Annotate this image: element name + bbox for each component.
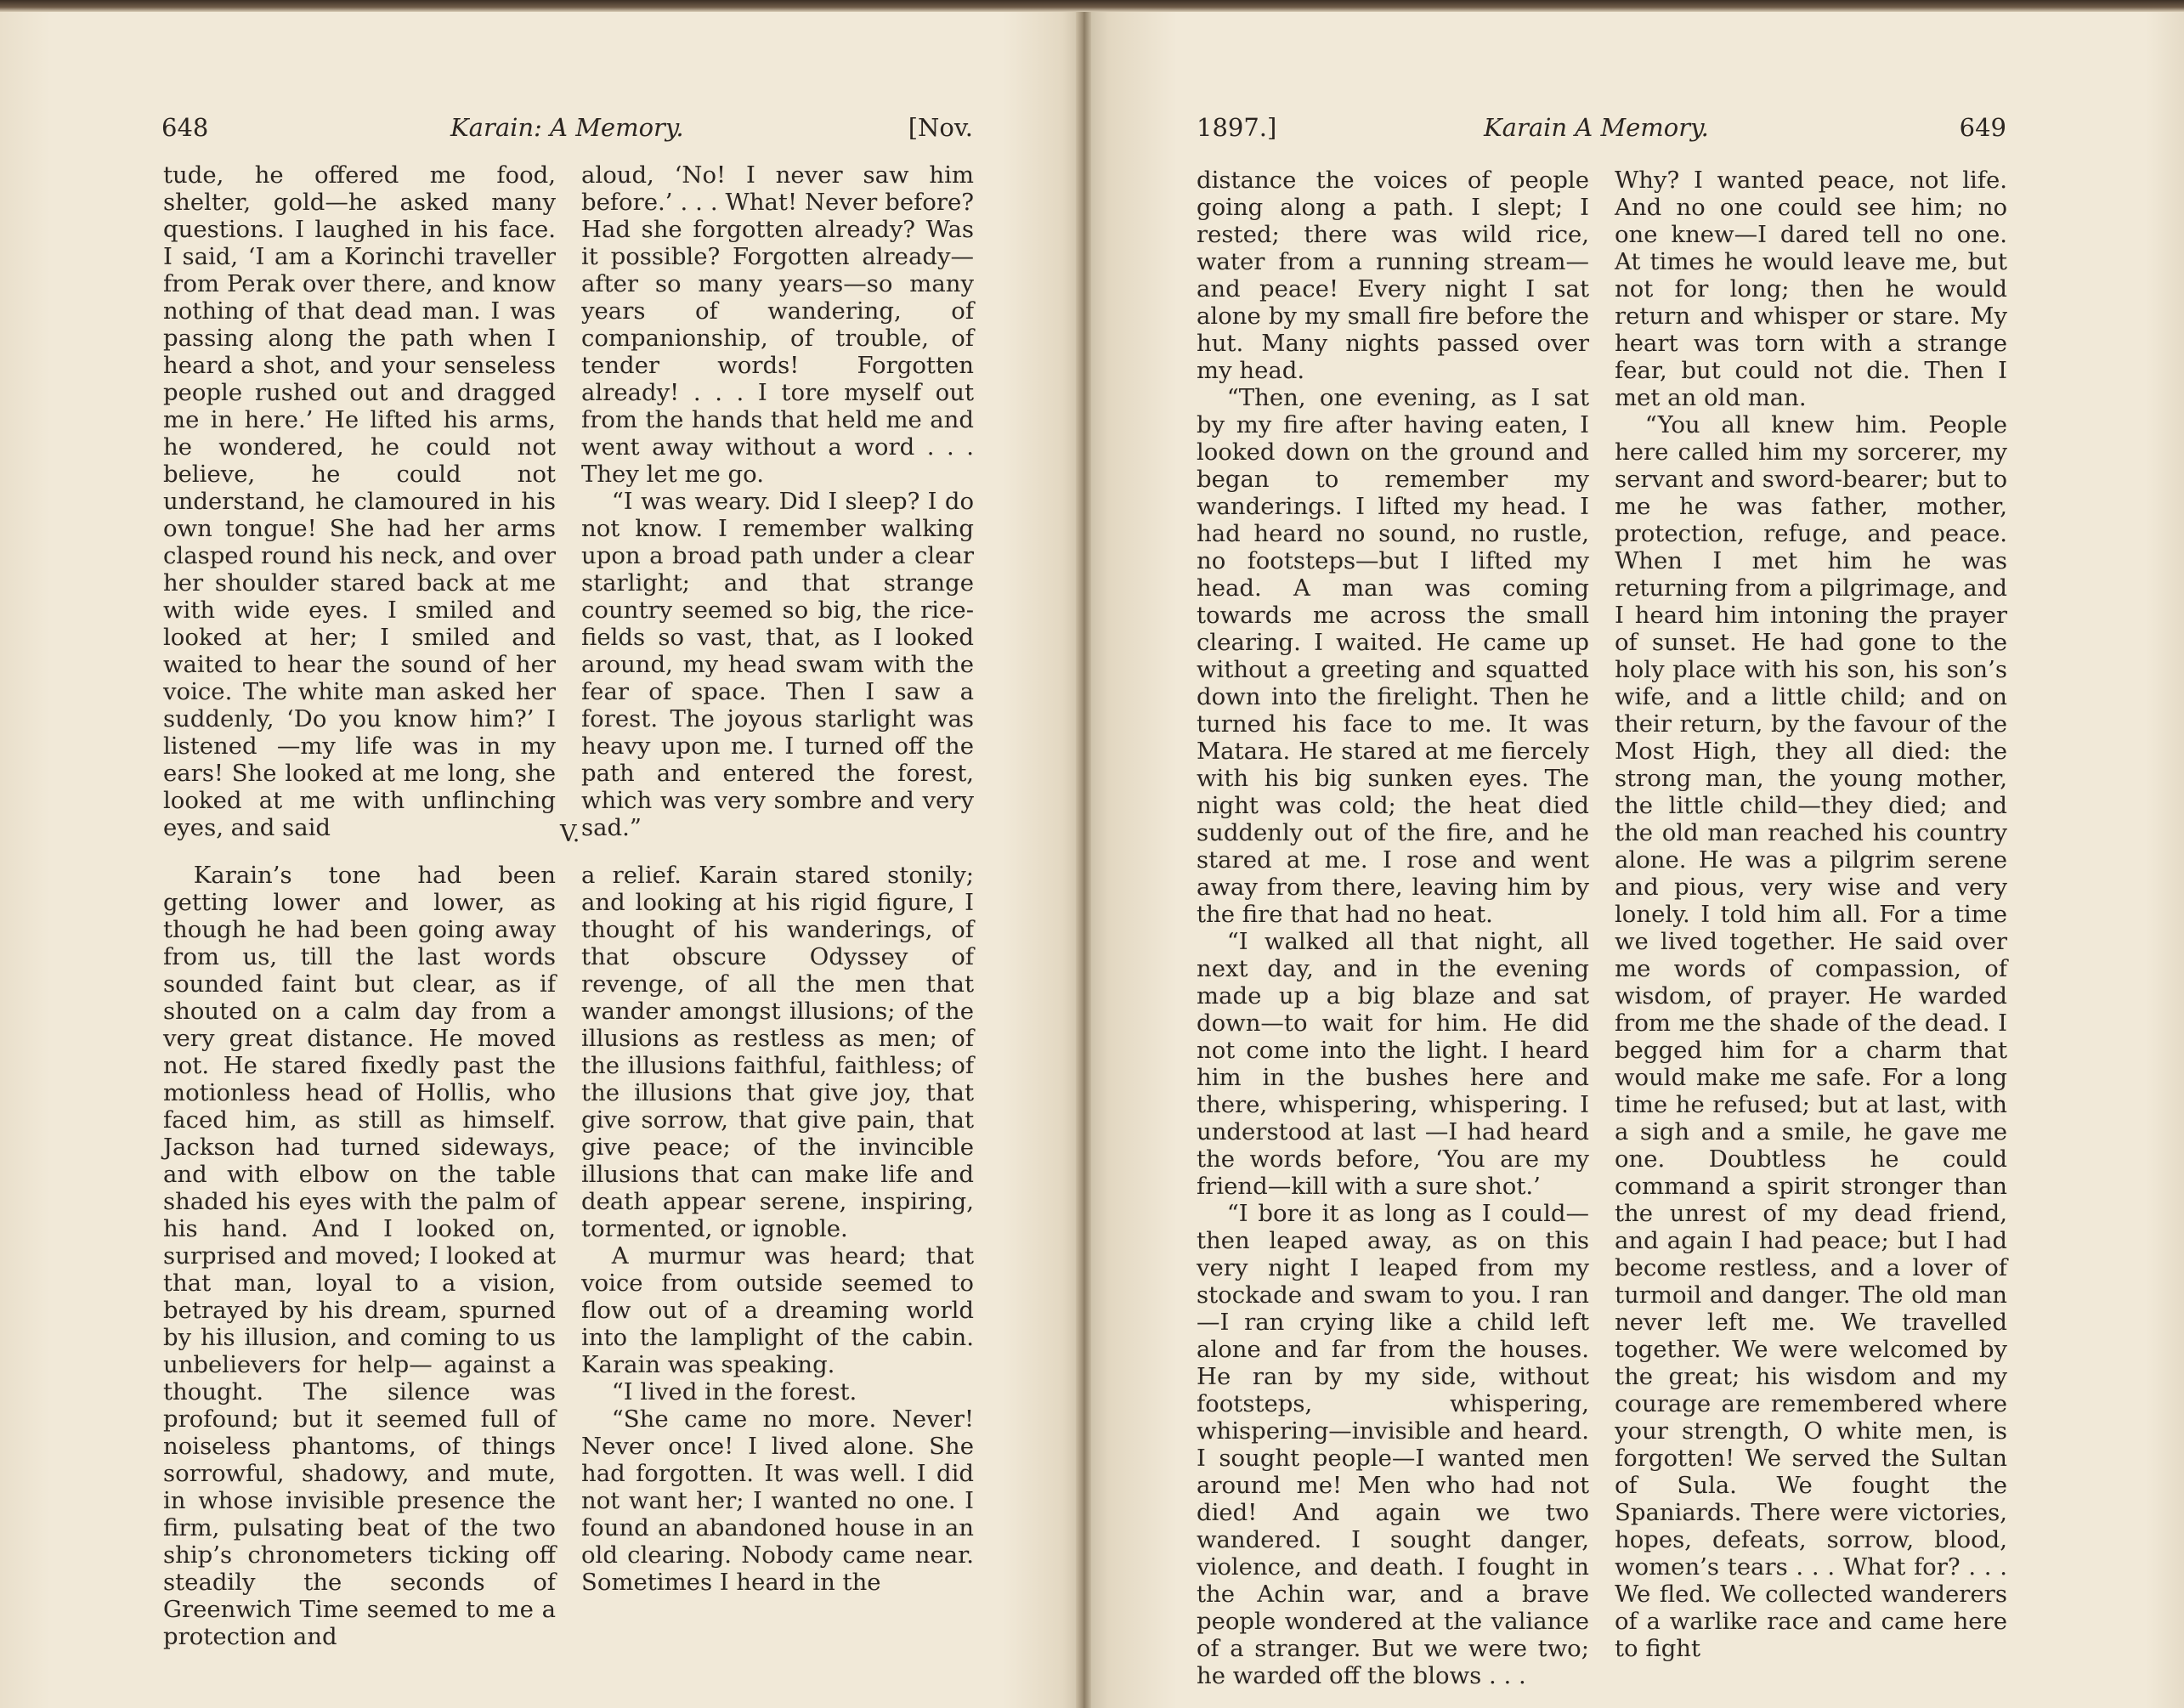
right-running-head [1197,109,2006,146]
paragraph: aloud, ‘No! I never saw him before.’ . . . What! Never before? Had she forgotten already? Was it possible? Forgotten already— after so many years—so many years of wandering, of companionship, of trouble, of tender words! Forgotten already! . . . I tore myself out from the hands that held me and went away without a word . . . They let me go. [581,161,974,488]
book-gutter [1076,0,1091,1708]
left-col-a-top [163,161,556,841]
paragraph: “She came no more. Never! Never once! I lived alone. She had forgotten. It was well. I did not want her; I wanted no one. I found an abandoned house in an old clearing. Nobody came near. Sometimes I heard in the [581,1405,974,1596]
left-col-a-bottom [163,862,556,1650]
right-col-b [1615,167,2007,1662]
paragraph: tude, he offered me food, shelter, gold—he asked many questions. I laughed in his face. I said, ‘I am a Korinchi traveller from Perak over there, and know nothing of that dead man. I was passing along the path when I heard a shot, and your senseless people rushed out and dragged me in here.’ He lifted his arms, he wondered, he could not believe, he could not understand, he clamoured in his own tongue! She had her arms clasped round his neck, and over her shoulder stared back at me with wide eyes. I smiled and looked at her; I smiled and waited to hear the sound of her voice. The white man asked her suddenly, ‘Do you know him?’ I listened —my life was in my ears! She looked at me long, she looked at me with unflinching eyes, and said [163,161,556,841]
left-running-title: Karain: A Memory. [450,113,684,142]
left-running-month: [Nov. [908,113,973,142]
page-top-edge [0,0,2184,12]
paragraph: “I bore it as long as I could— then leaped away, as on this very night I leaped from my stockade and swam to you. I ran—I ran crying like a child left alone and far from the houses. He ran by my side, without footsteps, whispering, whispering—invisible and heard. I sought people—I wanted men around me! Men who had not died! And again we two wandered. I sought danger, violence, and death. I fought in the Achin war, and a brave people wondered at the valiance of a stranger. But we were two; he warded off the blows . . . [1197,1200,1589,1689]
left-page-number: 648 [161,113,209,142]
paragraph: Karain’s tone had been getting lower and lower, as though he had been going away from us, till the last words sounded faint but clear, as if shouted on a calm day from a very great distance. He moved not. He stared fixedly past the motionless head of Hollis, who faced him, as still as himself. Jackson had turned sideways, and with elbow on the table shaded his eyes with the palm of his hand. And I looked on, surprised and moved; I looked at that man, loyal to a vision, betrayed by his dream, spurned by his illusion, and coming to us unbelievers for help— against a thought. The silence was profound; but it seemed full of noiseless phantoms, of things sorrowful, shadowy, and mute, in whose invisible presence the firm, pulsating beat of the two ship’s chronometers ticking off steadily the seconds of Greenwich Time seemed to me a protection and [163,862,556,1650]
paragraph: “I lived in the forest. [611,1378,857,1405]
section-number: V. [560,821,580,847]
paragraph: a relief. Karain stared stonily; and looking at his rigid figure, I thought of his wanderings, of that obscure Odyssey of revenge, of all the men that wander amongst illusions; of the illusions as restless as men; of the illusions faithful, faithless; of the illusions that give joy, that give sorrow, that give pain, that give peace; of the invincible illusions that can make life and death appear serene, inspiring, tormented, or ignoble. [581,862,974,1242]
paragraph: “Then, one evening, as I sat by my fire after having eaten, I looked down on the ground and began to remember my wanderings. I lifted my head. I had heard no sound, no rustle, no footsteps—but I lifted my head. A man was coming towards me across the small clearing. I waited. He came up without a greeting and squatted down into the firelight. Then he turned his face to me. It was Matara. He stared at me fiercely with his big sunken eyes. The night was cold; the heat died suddenly out of the fire, and he stared at me. I rose and went away from there, leaving him by the fire that had no heat. [1197,384,1589,928]
right-running-title: Karain A Memory. [1484,113,1709,142]
left-running-head [161,109,973,146]
right-col-a [1197,167,1589,1689]
left-col-b-bottom [581,862,974,1596]
right-running-year: 1897.] [1197,113,1277,142]
paragraph: distance the voices of people going along a path. I slept; I rested; there was wild rice, water from a running stream—and peace! Every night I sat alone by my small fire before the hut. Many nights passed over my head. [1197,167,1589,384]
left-col-b-top [581,161,974,841]
right-page-number: 649 [1959,113,2006,142]
paragraph: “I walked all that night, all next day, and in the evening made up a big blaze and sat down—to wait for him. He did not come into the light. I heard him in the bushes here and there, whispering, whispering. I understood at last —I had heard the words before, ‘You are my friend—kill with a sure shot.’ [1197,928,1589,1200]
paragraph: Why? I wanted peace, not life. And no one could see him; no one knew—I dared tell no one. At times he would leave me, but not for long; then he would return and whisper or stare. My heart was torn with a strange fear, but could not die. Then I met an old man. [1615,167,2007,411]
paragraph: A murmur was heard; that voice from outside seemed to flow out of a dreaming world into the lamplight of the cabin. Karain was speaking. [581,1242,974,1378]
paragraph: “I was weary. Did I sleep? I do not know. I remember walking upon a broad path under a clear starlight; and that strange country seemed so big, the rice-fields so vast, that, as I looked around, my head swam with the fear of space. Then I saw a forest. The joyous starlight was heavy upon me. I turned off the path and entered the forest, which was very sombre and very sad.” [581,488,974,841]
paragraph: “You all knew him. People here called him my sorcerer, my servant and sword-bearer; but to me he was father, mother, protection, refuge, and peace. When I met him he was returning from a pilgrimage, and I heard him intoning the prayer of sunset. He had gone to the holy place with his son, his son’s wife, and a little child; and on their return, by the favour of the Most High, they all died: the strong man, the young mother, the little child—they died; and the old man reached his country alone. He was a pilgrim serene and pious, very wise and very lonely. I told him all. For a time we lived together. He said over me words of compassion, of wisdom, of prayer. He warded from me the shade of the dead. I begged him for a charm that would make me safe. For a long time he refused; but at last, with a sigh and a smile, he gave me one. Doubtless he could command a spirit stronger than the unrest of my dead friend, and again I had peace; but I had become restless, and a lover of turmoil and danger. The old man never left me. We travelled together. We were welcomed by the great; his wisdom and my courage are remembered where your strength, O white men, is forgotten! We served the Sultan of Sula. We fought the Spaniards. There were victories, hopes, defeats, sorrow, blood, women’s tears . . . What for? . . . We fled. We collected wanderers of a warlike race and came here to fight [1615,411,2008,1662]
